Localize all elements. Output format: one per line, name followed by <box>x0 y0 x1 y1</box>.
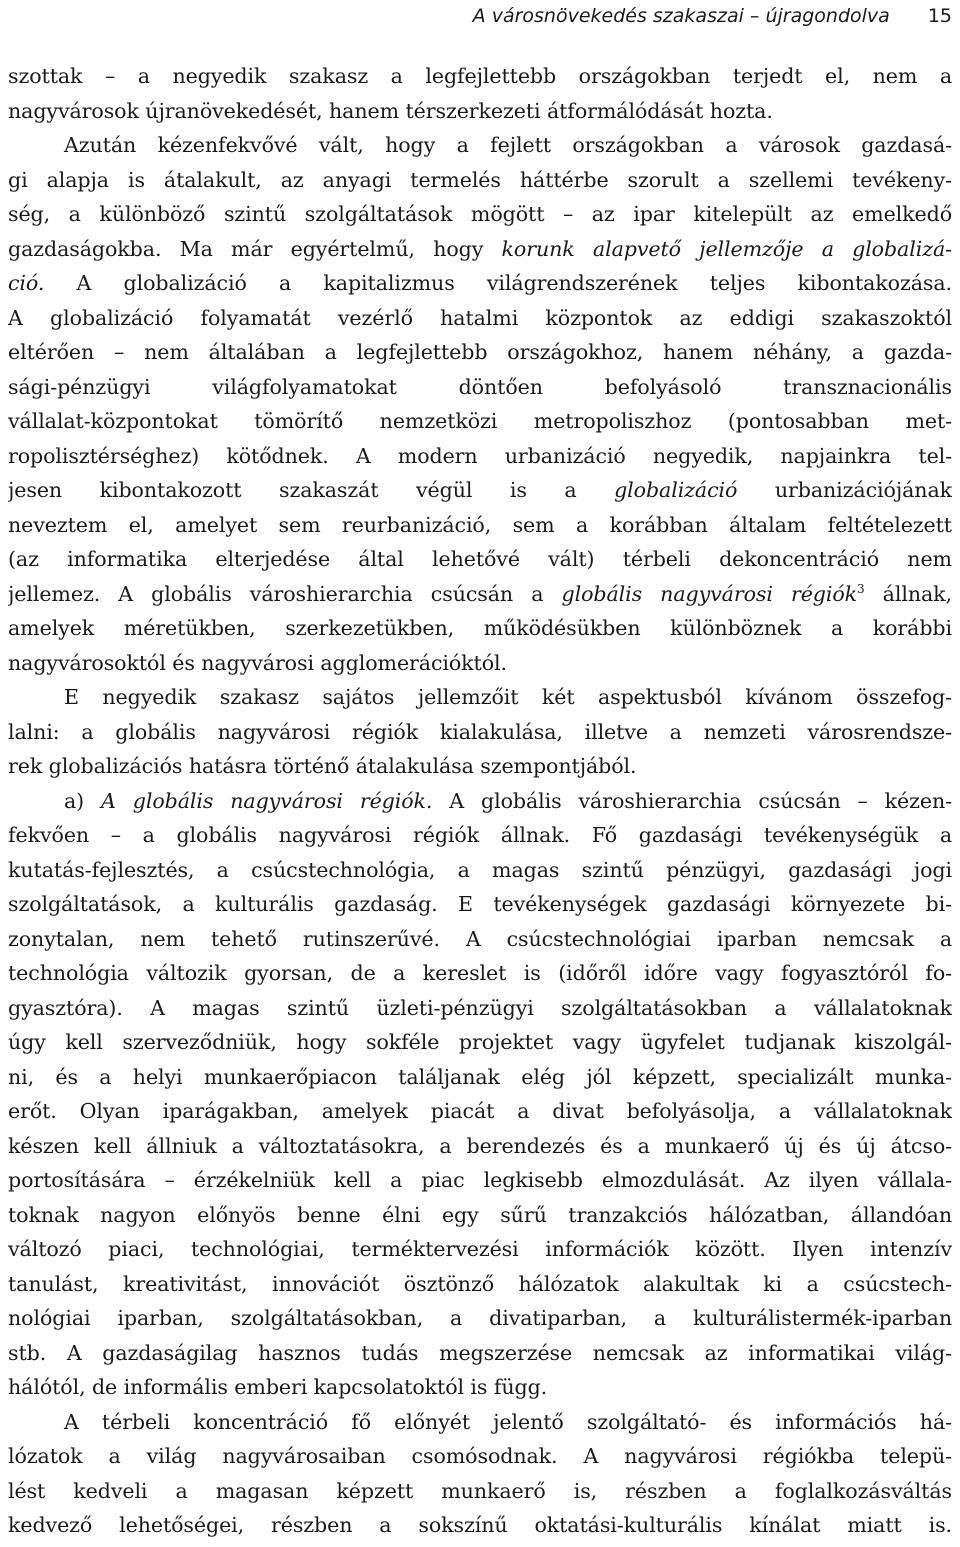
text-line <box>8 1129 952 1164</box>
text-line <box>8 577 952 612</box>
text-run: nagyvárosok újranövekedését, hanem térszerkezeti átformálódását hozta. <box>8 98 773 123</box>
text-line <box>8 611 952 646</box>
text-run: sági-pénzügyi világfolyamatokat döntően befolyásoló transznacionális <box>8 374 952 399</box>
text-run: toknak nagyon előnyös benne élni egy sűrű tranzakciós hálózatban, állandóan <box>8 1202 952 1227</box>
text-line <box>8 232 952 267</box>
text-line <box>8 1267 952 1302</box>
italic-text: ció. <box>8 271 45 295</box>
text-run: ropolisztérséghez) kötődnek. A modern urbanizáció negyedik, napjainkra tel- <box>8 443 952 468</box>
text-line <box>8 473 952 508</box>
text-run: jesen kibontakozott szakaszát végül is a <box>8 478 615 502</box>
running-title: A városnövekedés szakaszai – újragondolva <box>472 5 890 27</box>
text-run: erőt. Olyan iparágakban, amelyek piacát a divat befolyásolja, a vállalatoknak <box>8 1099 952 1123</box>
text-run: változó piaci, technológiai, terméktervezési információk között. Ilyen intenzív <box>8 1237 952 1261</box>
text-line <box>8 128 952 163</box>
text-run: ni, és a helyi munkaerőpiacon találjanak elég jól képzett, specializált munka- <box>8 1064 952 1089</box>
text-run: úgy kell szerveződniük, hogy sokféle projektet vagy ügyfelet tudjanak kiszolgál- <box>8 1030 952 1054</box>
text-run: rek globalizációs hatásra történő átalakulása szempontjából. <box>8 754 637 778</box>
text-line <box>8 922 952 957</box>
page-number: 15 <box>927 5 952 27</box>
text-run: kutatás-fejlesztés, a csúcstechnológia, a magas szintű pénzügyi, gazdasági jogi <box>8 857 952 882</box>
text-line <box>8 197 952 232</box>
text-line <box>8 301 952 336</box>
text-run: állnak, <box>864 581 952 606</box>
text-run: A globális városhierarchia csúcsán – kézen- <box>432 788 952 813</box>
text-run: A globalizáció folyamatát vezérlő hatalmi központok az eddigi szakaszoktól <box>8 305 952 330</box>
text-line <box>8 1370 952 1405</box>
text-line <box>8 1508 952 1543</box>
text-line <box>8 163 952 198</box>
text-line <box>8 1301 952 1336</box>
text-line <box>8 887 952 922</box>
text-line <box>8 439 952 474</box>
running-header <box>8 2 952 30</box>
text-run: A globalizáció a kapitalizmus világrendszerének teljes kibontakozása. <box>44 271 952 295</box>
text-run: lózatok a világ nagyvárosaiban csomósodnak. A nagyvárosi régiókba telepü- <box>8 1444 952 1468</box>
text-line <box>8 1025 952 1060</box>
text-line <box>8 370 952 405</box>
italic-text: A globális nagyvárosi régiók. <box>101 788 433 813</box>
text-line <box>8 749 952 784</box>
text-run: jellemez. A globális városhierarchia csúcsán a <box>8 581 562 606</box>
text-run: eltérően – nem általában a legfejlettebb országokhoz, hanem néhány, a gazda- <box>8 340 952 364</box>
text-line <box>8 818 952 853</box>
body-text <box>8 59 952 1543</box>
italic-text: korunk alapvető jellemzője a globalizá- <box>501 236 952 261</box>
text-line <box>8 1198 952 1233</box>
text-run: stb. A gazdaságilag hasznos tudás megszerzése nemcsak az informatikai világ- <box>8 1340 952 1365</box>
text-line <box>8 1232 952 1267</box>
text-run: gi alapja is átalakult, az anyagi termelés háttérbe szorult a szellemi tevékeny- <box>8 167 952 192</box>
text-run: lalni: a globális nagyvárosi régiók kialakulása, illetve a nemzeti városrendsze- <box>8 719 952 744</box>
text-run: nagyvárosoktól és nagyvárosi agglomerációktól. <box>8 650 507 675</box>
text-run: zonytalan, nem tehető rutinszerűvé. A csúcstechnológiai iparban nemcsak a <box>8 926 952 951</box>
text-line <box>8 1439 952 1474</box>
text-run: (az informatika elterjedése által lehetővé vált) térbeli dekoncentráció nem <box>8 547 952 571</box>
text-run: szolgáltatások, a kulturális gazdaság. E tevékenységek gazdasági környezete bi- <box>8 892 952 916</box>
text-line <box>8 1060 952 1095</box>
text-line <box>8 956 952 991</box>
text-line <box>8 1336 952 1371</box>
text-run: hálótól, de informális emberi kapcsolatoktól is függ. <box>8 1375 548 1399</box>
text-run: kedvező lehetőségei, részben a sokszínű oktatási-kulturális kínálat miatt is. <box>8 1513 952 1537</box>
text-line <box>8 1474 952 1509</box>
text-line <box>8 59 952 94</box>
text-line <box>8 1094 952 1129</box>
italic-text: globalizáció <box>614 478 738 502</box>
italic-text: globális nagyvárosi régiók <box>561 581 858 606</box>
text-line <box>8 404 952 439</box>
text-run: A térbeli koncentráció fő előnyét jelentő szolgáltató- és információs há- <box>64 1409 952 1434</box>
text-run: lést kedveli a magasan képzett munkaerő is, részben a foglalkozásváltás <box>8 1478 952 1503</box>
text-run: szottak – a negyedik szakasz a legfejlettebb országokban terjedt el, nem a <box>8 64 952 88</box>
text-run: E negyedik szakasz sajátos jellemzőit két aspektusból kívánom összefog- <box>64 685 952 709</box>
text-line <box>8 266 952 301</box>
text-line <box>8 784 952 819</box>
text-line <box>8 94 952 129</box>
text-line <box>8 680 952 715</box>
text-run: vállalat-központokat tömörítő nemzetközi metropoliszhoz (pontosabban met- <box>8 409 952 433</box>
text-run: neveztem el, amelyet sem reurbanizáció, sem a korábban általam feltételezett <box>8 512 952 537</box>
text-run: Azután kézenfekvővé vált, hogy a fejlett országokban a városok gazdasá- <box>64 133 952 157</box>
text-run: fekvően – a globális nagyvárosi régiók állnak. Fő gazdasági tevékenységük a <box>8 823 952 847</box>
text-line <box>8 508 952 543</box>
text-line <box>8 991 952 1026</box>
footnote-ref[interactable]: 3 <box>857 581 865 596</box>
text-run: tanulást, kreativitást, innovációt ösztönző hálózatok alakultak ki a csúcstech- <box>8 1271 952 1296</box>
text-line <box>8 335 952 370</box>
text-run: amelyek méretükben, szerkezetükben, működésükben különböznek a korábbi <box>8 616 952 640</box>
text-line <box>8 1163 952 1198</box>
text-run: urbanizációjának <box>737 478 952 502</box>
text-line <box>8 1405 952 1440</box>
text-run: gyasztóra). A magas szintű üzleti-pénzügyi szolgáltatásokban a vállalatoknak <box>8 995 952 1020</box>
text-line <box>8 853 952 888</box>
text-run: portosítására – érzékelniük kell a piac legkisebb elmozdulását. Az ilyen vállala- <box>8 1168 952 1192</box>
text-run: a) <box>64 788 102 813</box>
text-run: gazdaságokba. Ma már egyértelmű, hogy <box>8 236 502 261</box>
text-run: készen kell állniuk a változtatásokra, a berendezés és a munkaerő új és új átcso- <box>8 1133 952 1158</box>
text-run: ség, a különböző szintű szolgáltatások mögött – az ipar kitelepült az emelkedő <box>8 202 952 226</box>
text-line <box>8 646 952 681</box>
text-line <box>8 715 952 750</box>
text-line <box>8 542 952 577</box>
text-run: nológiai iparban, szolgáltatásokban, a divatiparban, a kulturálistermék-iparban <box>8 1306 952 1330</box>
text-run: technológia változik gyorsan, de a kereslet is (időről időre vagy fogyasztóról fo- <box>8 961 952 985</box>
